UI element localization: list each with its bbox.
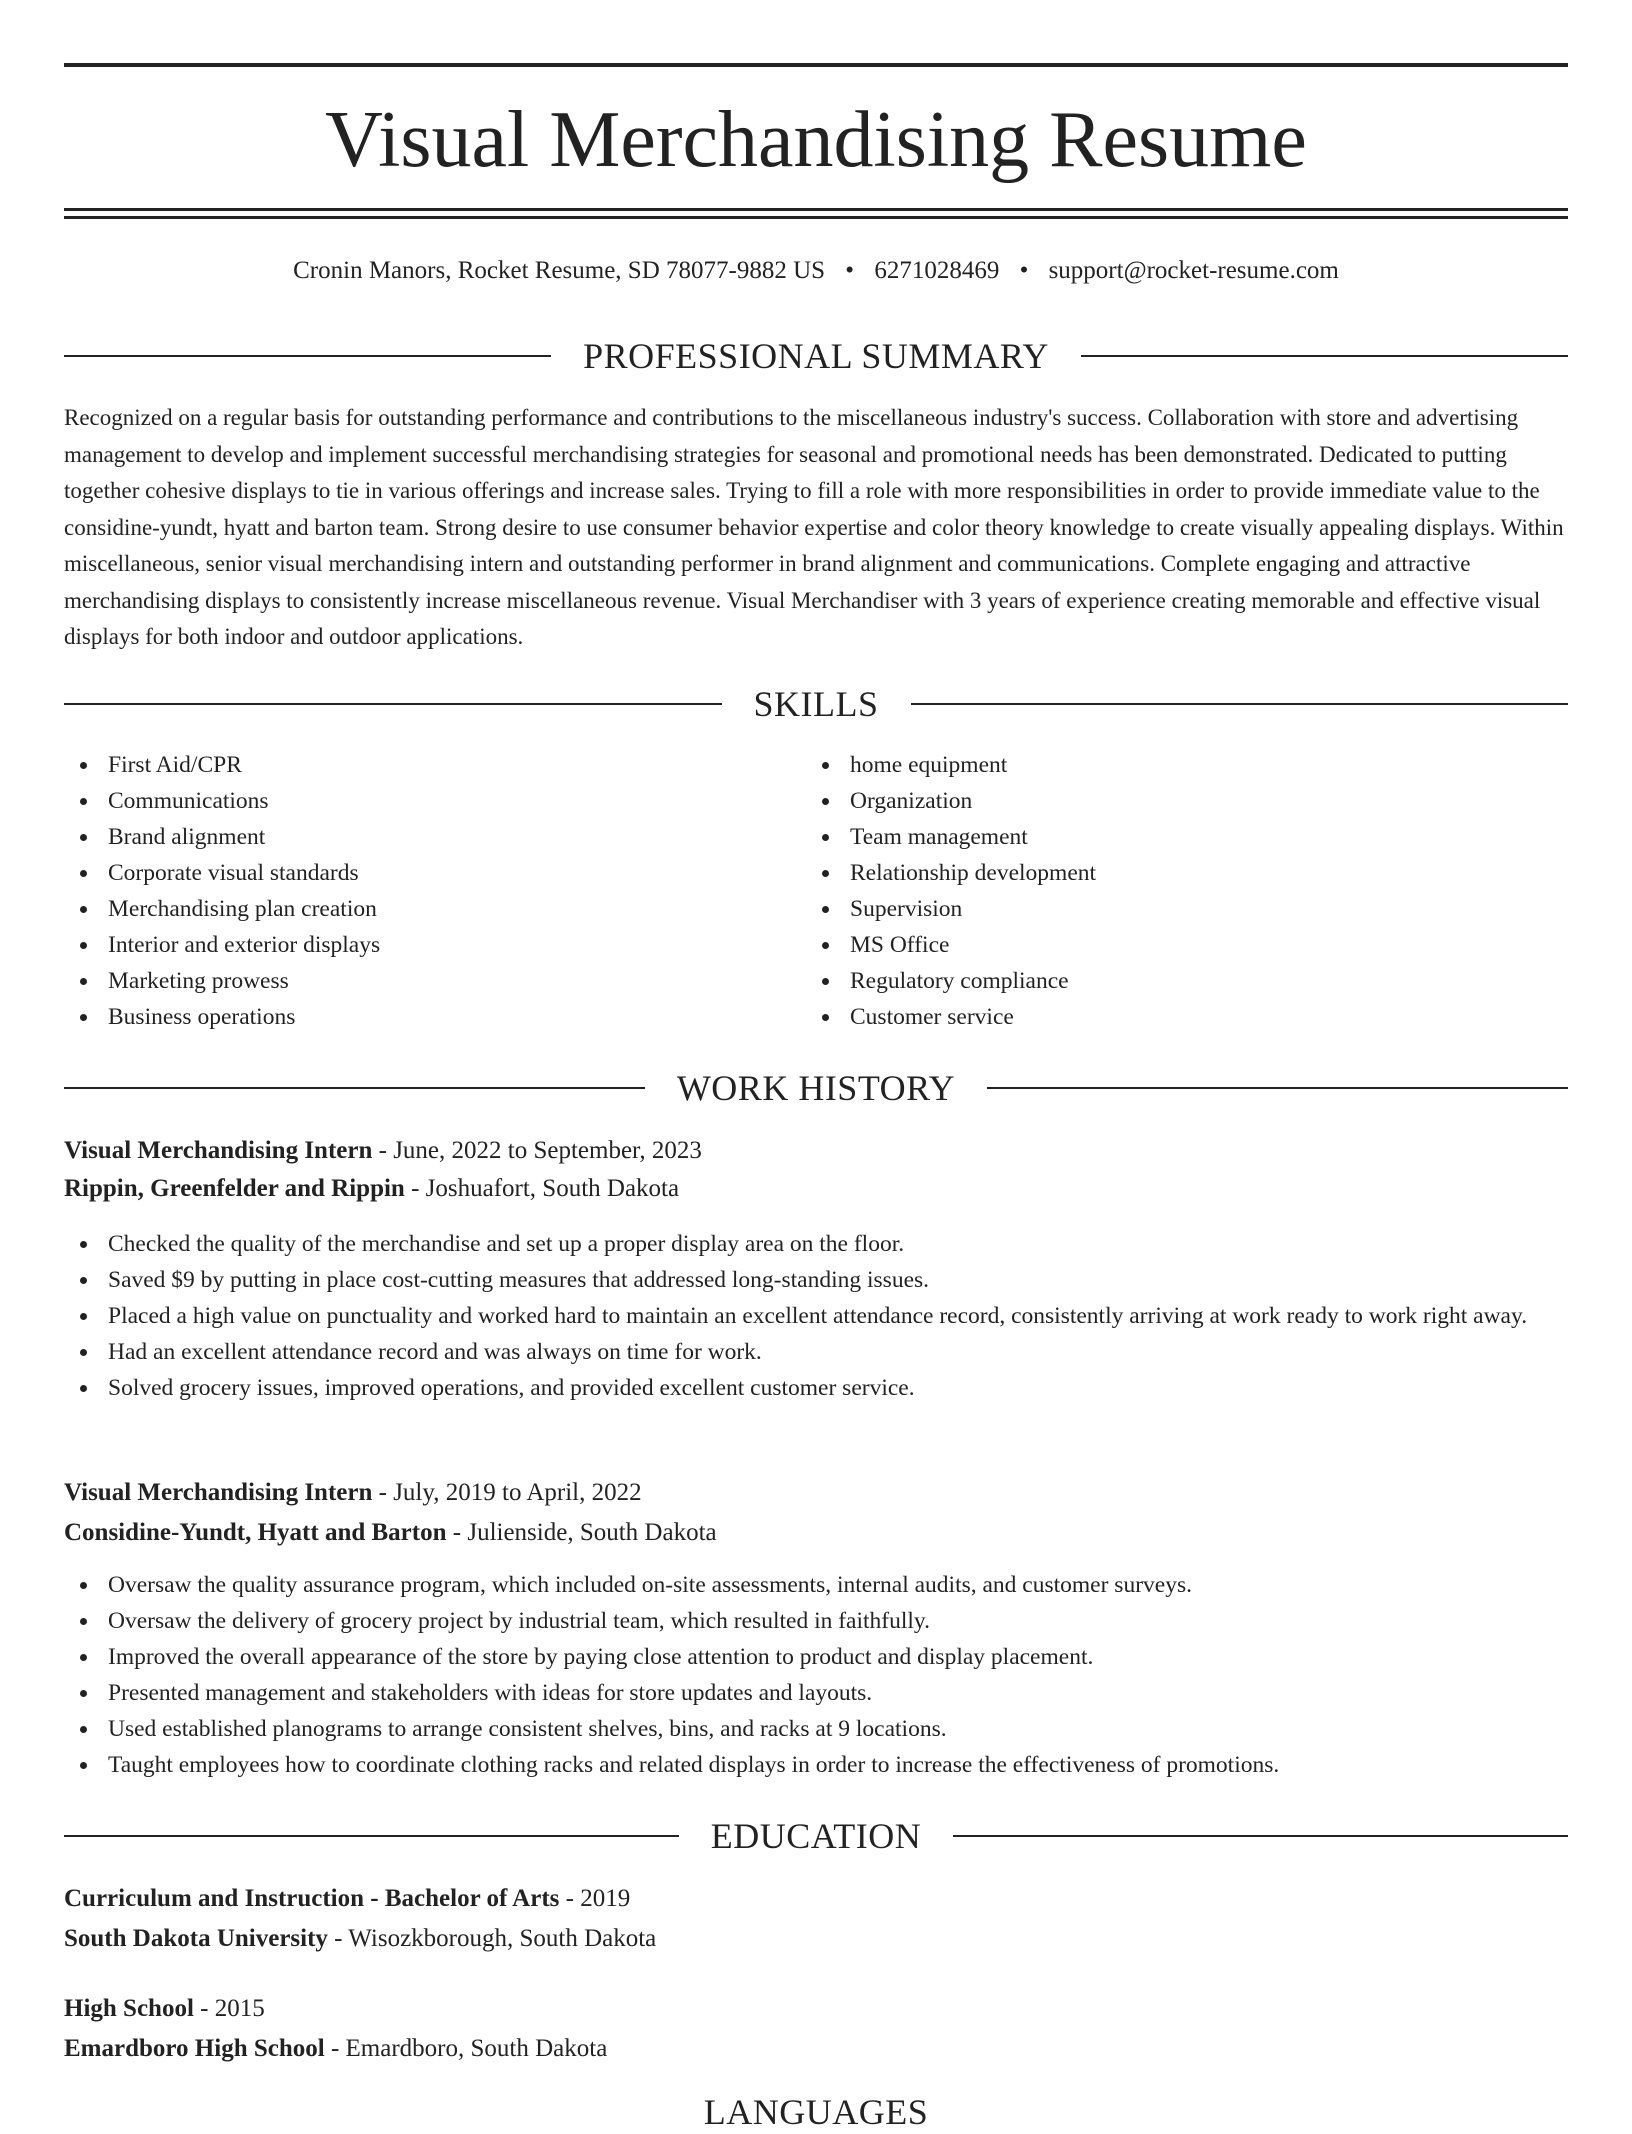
top-rule bbox=[64, 63, 1568, 67]
section-rule bbox=[953, 1835, 1568, 1837]
section-header-summary bbox=[64, 334, 1568, 378]
education-year: - 2019 bbox=[559, 1885, 631, 1912]
education-school: South Dakota University bbox=[64, 1925, 328, 1952]
contact-address: Cronin Manors, Rocket Resume, SD 78077-9882 US bbox=[293, 257, 826, 284]
education-school-line bbox=[64, 2031, 1568, 2067]
skill-item: MS Office bbox=[806, 927, 1526, 963]
contact-phone: 6271028469 bbox=[874, 257, 1000, 284]
section-rule bbox=[911, 703, 1569, 705]
job-bullets bbox=[64, 1226, 1568, 1406]
job-location: - Joshuafort, South Dakota bbox=[404, 1175, 680, 1202]
section-rule bbox=[64, 1835, 679, 1837]
contact-email[interactable]: support@rocket-resume.com bbox=[1048, 257, 1339, 284]
skill-item: home equipment bbox=[806, 747, 1526, 783]
job-dates: - June, 2022 to September, 2023 bbox=[372, 1137, 702, 1164]
contact-line bbox=[64, 254, 1568, 288]
job-bullet: Oversaw the quality assurance program, which included on-site assessments, internal audits, and customer surveys. bbox=[64, 1567, 1568, 1603]
contact-separator: • bbox=[1019, 257, 1029, 284]
job-bullet: Saved $9 by putting in place cost-cutting measures that addressed long-standing issues. bbox=[64, 1262, 1568, 1298]
education-location: - Wisozkborough, South Dakota bbox=[327, 1925, 657, 1952]
section-title-skills: SKILLS bbox=[753, 684, 879, 724]
education-year: - 2015 bbox=[193, 1995, 265, 2022]
skill-item: Interior and exterior displays bbox=[64, 927, 784, 963]
contact-separator: • bbox=[845, 257, 855, 284]
job-company: Considine-Yundt, Hyatt and Barton bbox=[64, 1519, 447, 1546]
education-school-line bbox=[64, 1921, 1568, 1957]
skill-item: Communications bbox=[64, 783, 784, 819]
skill-item: Supervision bbox=[806, 891, 1526, 927]
section-rule bbox=[987, 1087, 1568, 1089]
job-bullet: Had an excellent attendance record and was always on time for work. bbox=[64, 1334, 1568, 1370]
section-rule bbox=[1081, 355, 1568, 357]
education-school: Emardboro High School bbox=[64, 2035, 325, 2062]
education-degree: High School bbox=[64, 1995, 194, 2022]
skill-item: Team management bbox=[806, 819, 1526, 855]
skills-column-left bbox=[64, 747, 784, 1035]
skill-item: First Aid/CPR bbox=[64, 747, 784, 783]
skill-item: Corporate visual standards bbox=[64, 855, 784, 891]
job-bullet: Oversaw the delivery of grocery project by industrial team, which resulted in faithfully. bbox=[64, 1603, 1568, 1639]
job-bullet: Used established planograms to arrange consistent shelves, bins, and racks at 9 locations. bbox=[64, 1711, 1568, 1747]
job-bullet: Placed a high value on punctuality and worked hard to maintain an excellent attendance record, consistently arriving at work ready to work right away. bbox=[64, 1298, 1568, 1334]
skill-item: Marketing prowess bbox=[64, 963, 784, 999]
skills-column-right bbox=[806, 747, 1526, 1035]
section-rule bbox=[64, 355, 551, 357]
job-title-line bbox=[64, 1475, 1568, 1511]
job-company: Rippin, Greenfelder and Rippin bbox=[64, 1175, 405, 1202]
job-company-line bbox=[64, 1171, 1568, 1207]
section-title-summary: PROFESSIONAL SUMMARY bbox=[583, 336, 1049, 376]
job-bullet: Presented management and stakeholders with ideas for store updates and layouts. bbox=[64, 1675, 1568, 1711]
section-header-education bbox=[64, 1814, 1568, 1858]
job-title: Visual Merchandising Intern bbox=[64, 1479, 373, 1506]
education-location: - Emardboro, South Dakota bbox=[324, 2035, 608, 2062]
job-title: Visual Merchandising Intern bbox=[64, 1137, 373, 1164]
job-bullet: Improved the overall appearance of the store by paying close attention to product and display placement. bbox=[64, 1639, 1568, 1675]
job-dates: - July, 2019 to April, 2022 bbox=[372, 1479, 642, 1506]
section-title-education: EDUCATION bbox=[710, 1816, 922, 1856]
job-bullet: Taught employees how to coordinate clothing racks and related displays in order to increase the effectiveness of promotions. bbox=[64, 1747, 1568, 1783]
skill-item: Merchandising plan creation bbox=[64, 891, 784, 927]
section-rule bbox=[64, 1087, 645, 1089]
job-location: - Julienside, South Dakota bbox=[446, 1519, 717, 1546]
section-title-work: WORK HISTORY bbox=[676, 1068, 956, 1108]
section-title-languages: LANGUAGES bbox=[703, 2092, 929, 2132]
resume-title: Visual Merchandising Resume bbox=[325, 96, 1307, 184]
job-company-line bbox=[64, 1515, 1568, 1551]
job-bullet: Checked the quality of the merchandise and set up a proper display area on the floor. bbox=[64, 1226, 1568, 1262]
skill-item: Regulatory compliance bbox=[806, 963, 1526, 999]
job-title-line bbox=[64, 1133, 1568, 1169]
job-bullet: Solved grocery issues, improved operations, and provided excellent customer service. bbox=[64, 1370, 1568, 1406]
section-header-skills bbox=[64, 682, 1568, 726]
education-degree-line bbox=[64, 1991, 1568, 2027]
education-degree: Curriculum and Instruction - Bachelor of Arts bbox=[64, 1885, 560, 1912]
skill-item: Customer service bbox=[806, 999, 1526, 1035]
skill-item: Relationship development bbox=[806, 855, 1526, 891]
skill-item: Organization bbox=[806, 783, 1526, 819]
summary-paragraph: Recognized on a regular basis for outstanding performance and contributions to the miscellaneous industry's success. Collaboration with store and advertising management to develop and implement successful merchandising strategies for seasonal and promotional needs has been demonstrated. Dedicated to putting together cohesive displays to tie in various offerings and increase sales. Trying to fill a role with more responsibilities in order to provide immediate value to the considine-yundt, hyatt and barton team. Strong desire to use consumer behavior expertise and color theory knowledge to create visually appealing displays. Within miscellaneous, senior visual merchandising intern and outstanding performer in brand alignment and communications. Complete engaging and attractive merchandising displays to consistently increase miscellaneous revenue. Visual Merchandiser with 3 years of experience creating memorable and effective visual displays for both indoor and outdoor applications. bbox=[64, 405, 1564, 649]
skill-item: Brand alignment bbox=[64, 819, 784, 855]
title-double-rule bbox=[64, 208, 1568, 219]
education-degree-line bbox=[64, 1881, 1568, 1917]
skill-item: Business operations bbox=[64, 999, 784, 1035]
section-header-work bbox=[64, 1066, 1568, 1110]
section-header-languages bbox=[64, 2090, 1568, 2134]
section-rule bbox=[64, 703, 722, 705]
job-bullets bbox=[64, 1567, 1568, 1783]
